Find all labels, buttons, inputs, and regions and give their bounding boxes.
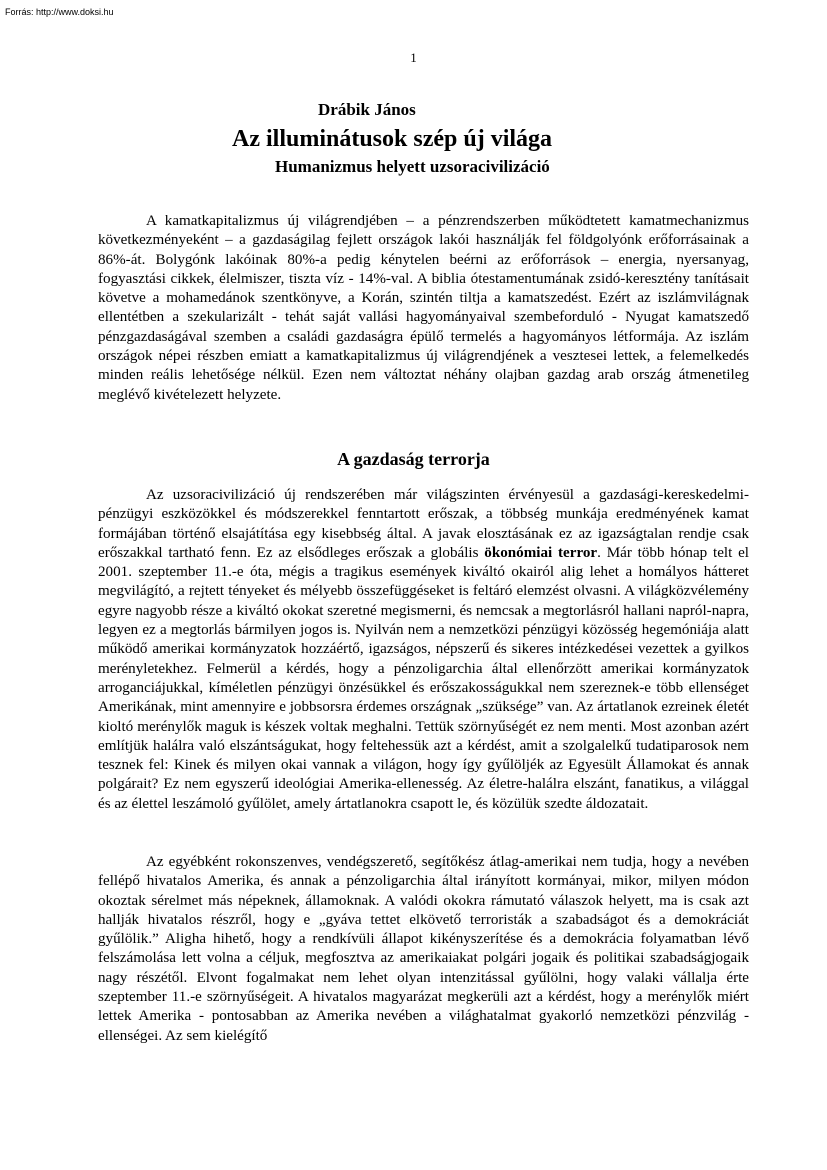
document-subtitle: Humanizmus helyett uzsoracivilizáció: [275, 157, 550, 176]
paragraph-text: Az uzsoracivilizáció új rendszerében már világszinten érvényesül a gazdasági-kereskedelmi-pénzügyi eszközökkel és módszerekkel fenntartott erőszak, a többség munkája eredményének kamat formájában történő elsajátítása egy kisebbség által. A javak elosztásának ez az igazságtalan rendje csak erőszakkal tartható fenn. Ez az elsődleges erőszak a globális: [98, 487, 749, 561]
bold-phrase: ökonómiai terror: [484, 544, 598, 561]
section-paragraph-2: Az egyébként rokonszenves, vendégszerető, segítőkész átlag-amerikai nem tudja, hogy a nevében fellépő hivatalos Amerika, és annak a pénzoligarchia által irányított kormányai, mikor, milyen módon okoztak sérelmet más népeknek, államoknak. A valódi okokra rámutató válaszok helyett, ma is csak azt hallják hivatalos részről, hogy e „gyáva tettet elkövető terroristák a szabadságot és a demokráciát gyűlölik.” Aligha hihető, hogy a rendkívüli állapot kikényszerítése és a demokrácia folyamatban lévő felszámolása lett volna a céljuk, megfosztva az amerikaiakat polgári jogaik és politikai szabadságjogaik nagy részétől. Elvont fogalmakat nem lehet olyan intenzitással gyűlölni, hogy valaki vállalja érte szeptember 11.-e szörnyűségeit. A hivatalos magyarázat megkerüli azt a kérdést, hogy a merénylők miért lettek Amerika - pontosabban az Amerika nevében a világhatalmat gyakorló nemzetközi pénzvilág - ellenségei. Az sem kielégítő: [98, 854, 749, 1044]
section-paragraph-1: [98, 486, 749, 814]
author-name: Drábik János: [318, 100, 416, 119]
paragraph-text: . Már több hónap telt el 2001. szeptember 11.-e óta, mégis a tragikus események kiváltó okairól alig lehet a homályos hátteret megvilágító, a rejtett tényeket és mélyebb összefüggéseket is feltáró elemzést olvasni. A világközvélemény egyre nagyobb része a kiváltó okokat szeretné megismerni, és nemcsak a megtorlásról hallani napról-napra, legyen ez a megtorlás bármilyen jogos is. Nyilván nem a nemzetközi pénzügyi közösség hegemóniája alatt működő amerikai kormányzatok hozzáértő, igazságos, népszerű és sikeres intézkedései vezettek a gyilkos merényletekhez. Felmerül a kérdés, hogy a pénzoligarchia által ellenőrzött amerikai kormányzatok arroganciájukkal, kíméletlen pénzügyi önzésükkel és erőszakosságukkal nem szereznek-e több ellenséget Amerikának, mint amennyire e jobbsorsra érdemes országnak „szüksége” van. Az ártatlanok ezreinek életét kioltó merénylők maguk is készek voltak meghalni. Tettük szörnyűségét ez nem menti. Most azonban azért említjük halálra való elszántságukat, hogy feltehessük azt a kérdést, amit a szolgalelkű tudatiparosok nem tesznek fel: Kinek és milyen okai vannak a világon, hogy így gyűlöljék az Egyesült Államokat és annak polgárait? Ez nem egyszerű ideológiai Amerika-ellenesség. Az életre-halálra elszánt, fanatikus, a világgal és az élettel leszámoló gyűlölet, amely ártatlanokra csapott le, és közülük szedte áldozatait.: [98, 544, 749, 812]
page-number: 1: [410, 50, 417, 65]
document-title: Az illuminátusok szép új világa: [232, 126, 553, 152]
source-line: Forrás: http://www.doksi.hu: [5, 7, 114, 17]
section-heading: A gazdaság terrorja: [337, 449, 490, 469]
intro-paragraph: A kamatkapitalizmus új világrendjében – a pénzrendszerben működtetett kamatmechanizmus következményeként – a gazdaságilag fejlett országok lakói használják fel földgolyónk erőforrásainak a 86%-át. Bolygónk lakóinak 80%-a pedig kénytelen beérni az erőforrások – energia, nyersanyag, fogyasztási cikkek, élelmiszer, tiszta víz - 14%-val. A biblia ótestamentumának zsidó-keresztény tanításait követve a mohamedánok szentkönyve, a Korán, szintén tiltja a kamatszedést. Ezért az iszlámvilágnak ellentétben a szekularizált - tehát saját vallási hagyományaival szembeforduló - Nyugat kamatszedő pénzgazdaságával szemben a családi gazdaságra épülő termelés a hagyományos létformája. Az iszlám országok népei részben emiatt a kamatkapitalizmus új világrendjének a vesztesei lettek, a felemelkedés minden reális lehetősége nélkül. Ezen nem változtat néhány olajban gazdag arab ország átmenetileg meglévő kivételezett helyzete.: [98, 213, 749, 403]
